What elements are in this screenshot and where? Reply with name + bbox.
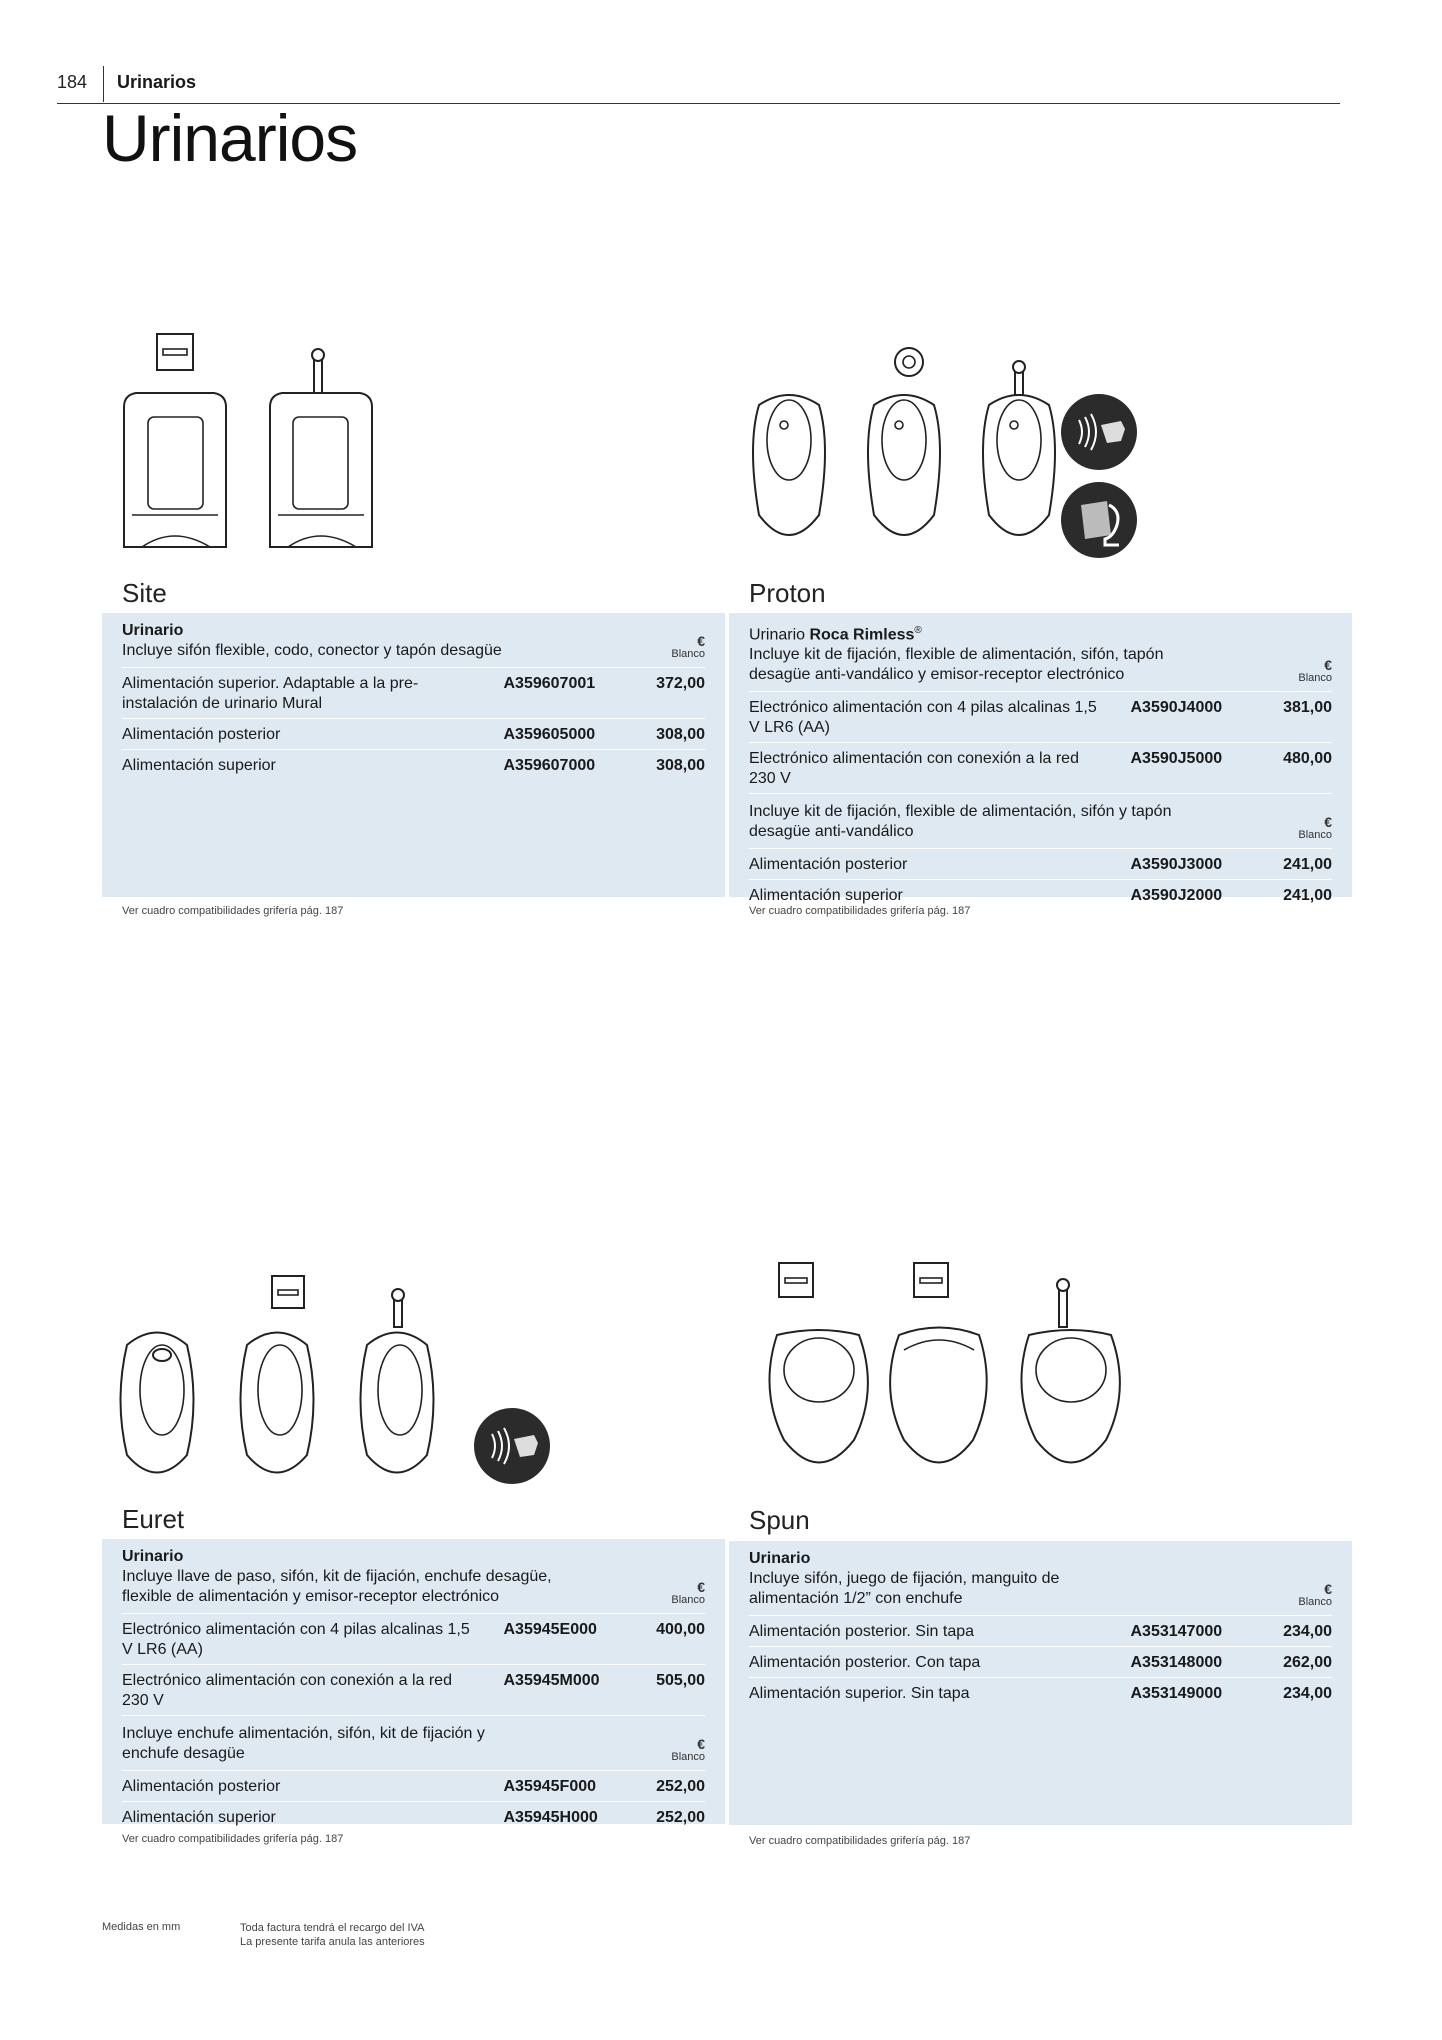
footer-legal (240, 1921, 425, 1949)
compatibility-note: Ver cuadro compatibilidades grifería pág. 187 (122, 905, 344, 917)
euret-urinals-illustration (102, 1250, 562, 1490)
currency-header: € Blanco (671, 1579, 705, 1606)
product-code: A3590J4000 (1130, 699, 1223, 717)
product-code: A35945F000 (503, 1778, 597, 1795)
price: 308,00 (656, 726, 705, 743)
table-row: Electrónico alimentación con conexión a la red 230 V A35945M000 505,00 (122, 1665, 705, 1716)
table-row: Alimentación superior. Adaptable a la pre-instalación de urinario Mural A359607001 372,00 (122, 668, 705, 719)
price: 241,00 (1283, 856, 1332, 874)
price-table (102, 1539, 725, 1824)
page-header (57, 66, 1340, 104)
intro-title: Urinario (749, 626, 810, 644)
price: 505,00 (656, 1672, 705, 1689)
price: 241,00 (1283, 887, 1332, 905)
price-table (729, 613, 1352, 905)
price: 252,00 (656, 1809, 705, 1826)
page-title: Urinarios (102, 101, 358, 175)
product-code: A353147000 (1130, 1623, 1223, 1640)
rimless-clean-icon (1061, 482, 1137, 558)
currency-header: € Blanco (671, 633, 705, 660)
table-subintro: Incluye kit de fijación, flexible de alimentación, sifón y tapón desagüe anti-vandálico € Blanco (749, 794, 1332, 849)
footer-validity: La presente tarifa anula las anteriores (240, 1936, 425, 1948)
price: 234,00 (1283, 1685, 1332, 1702)
page-number: 184 (57, 72, 88, 92)
product-code: A35945M000 (503, 1672, 600, 1689)
product-code: A359605000 (503, 726, 596, 743)
table-row: Alimentación posterior. Sin tapa A353147000 234,00 (749, 1616, 1332, 1647)
price: 372,00 (656, 675, 705, 692)
product-code: A353149000 (1130, 1685, 1223, 1702)
intro-text: Incluye kit de fijación, flexible de alimentación, sifón, tapón desagüe anti-vandálico y emisor-receptor electrónico (749, 646, 1164, 684)
table-row: Alimentación superior A35945H000 252,00 (122, 1809, 705, 1826)
product-code: A35945H000 (503, 1809, 598, 1826)
table-intro (122, 1547, 705, 1614)
price: 480,00 (1283, 750, 1332, 768)
table-row: Electrónico alimentación con conexión a la red 230 V A3590J5000 480,00 (749, 743, 1332, 794)
intro-text: Incluye llave de paso, sifón, kit de fijación, enchufe desagüe, flexible de alimentación y emisor-receptor electrónico (122, 1568, 552, 1605)
compatibility-note: Ver cuadro compatibilidades grifería pág. 187 (122, 1833, 344, 1845)
product-name: Euret (122, 1504, 185, 1534)
product-code: A353148000 (1130, 1654, 1223, 1671)
price: 400,00 (656, 1621, 705, 1638)
table-subintro: Incluye enchufe alimentación, sifón, kit de fijación y enchufe desagüe € Blanco (122, 1716, 705, 1771)
table-row: Alimentación posterior A3590J3000 241,00 (749, 849, 1332, 880)
product-code: A3590J2000 (1130, 887, 1223, 905)
intro-title: Urinario (122, 1548, 184, 1565)
product-code: A3590J3000 (1130, 856, 1223, 874)
product-code: A3590J5000 (1130, 750, 1223, 768)
price: 381,00 (1283, 699, 1332, 717)
price-table (729, 1541, 1352, 1825)
product-code: A359607000 (503, 757, 596, 774)
section-name: Urinarios (117, 72, 197, 92)
rimless-label: Roca Rimless (809, 626, 915, 644)
intro-title: Urinario (749, 1550, 811, 1567)
compatibility-note: Ver cuadro compatibilidades grifería pág. 187 (749, 1835, 971, 1847)
site-urinals-illustration (102, 325, 402, 565)
product-name: Spun (749, 1505, 810, 1535)
price: 252,00 (656, 1778, 705, 1795)
table-row: Alimentación superior A3590J2000 241,00 (749, 887, 1332, 905)
intro-title: Urinario (122, 622, 184, 639)
proton-urinals-illustration (729, 325, 1189, 565)
table-intro (122, 621, 705, 668)
sensor-hand-icon (1061, 394, 1137, 470)
product-code: A35945E000 (503, 1621, 597, 1638)
table-row: Electrónico alimentación con 4 pilas alcalinas 1,5 V LR6 (AA) A35945E000 400,00 (122, 1614, 705, 1665)
footer-vat: Toda factura tendrá el recargo del IVA (240, 1922, 425, 1934)
table-row: Alimentación posterior. Con tapa A353148000 262,00 (749, 1647, 1332, 1678)
table-row: Alimentación superior A359607000 308,00 (122, 757, 705, 774)
currency-header: € Blanco (1298, 1581, 1332, 1608)
footer-measures: Medidas en mm (102, 1921, 181, 1933)
table-intro (749, 621, 1332, 692)
product-code: A359607001 (503, 675, 596, 692)
compatibility-note: Ver cuadro compatibilidades grifería pág. 187 (749, 905, 971, 917)
product-name: Site (122, 578, 167, 608)
currency-header: € Blanco (1298, 657, 1332, 685)
header-divider (103, 66, 104, 102)
intro-text: Incluye sifón, juego de fijación, manguito de alimentación 1/2” con enchufe (749, 1570, 1060, 1607)
price-table (102, 613, 725, 897)
price: 308,00 (656, 757, 705, 774)
spun-urinals-illustration (729, 1250, 1189, 1490)
intro-text: Incluye sifón flexible, codo, conector y tapón desagüe (122, 642, 502, 659)
table-row: Alimentación posterior A35945F000 252,00 (122, 1771, 705, 1802)
price: 262,00 (1283, 1654, 1332, 1671)
registered-mark: ® (914, 625, 922, 636)
sensor-hand-icon (474, 1408, 550, 1484)
table-intro (749, 1549, 1332, 1616)
table-row: Electrónico alimentación con 4 pilas alcalinas 1,5 V LR6 (AA) A3590J4000 381,00 (749, 692, 1332, 743)
price: 234,00 (1283, 1623, 1332, 1640)
product-name: Proton (749, 578, 826, 608)
table-row: Alimentación posterior A359605000 308,00 (122, 719, 705, 750)
table-row: Alimentación superior. Sin tapa A353149000 234,00 (749, 1685, 1332, 1702)
